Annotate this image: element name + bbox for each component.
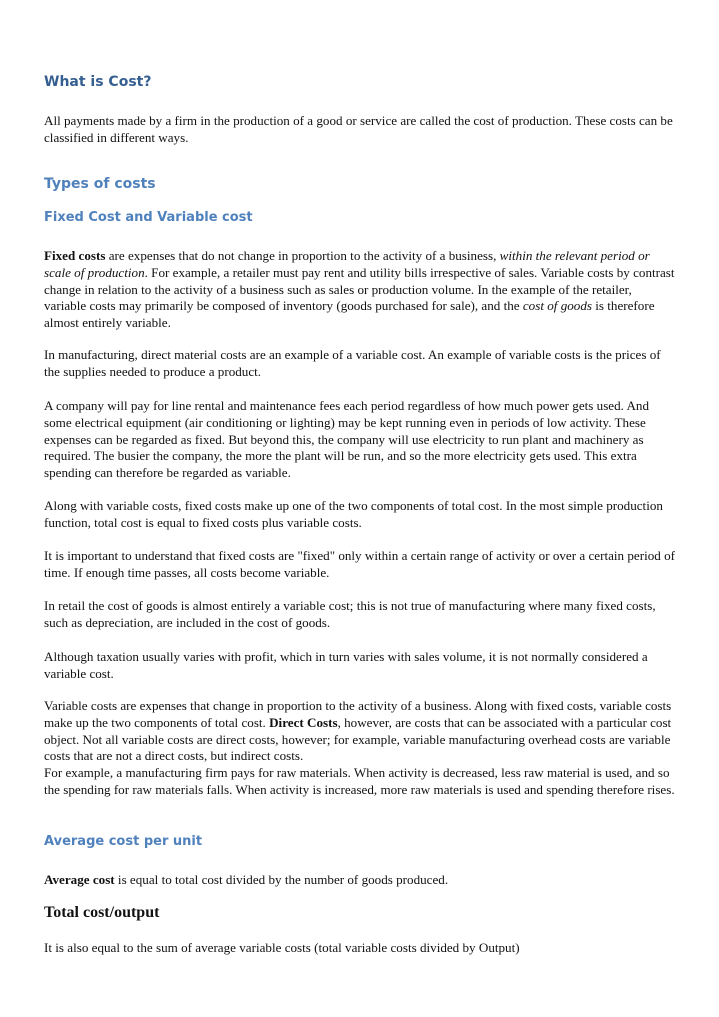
heading-average-cost-per-unit: Average cost per unit bbox=[44, 834, 203, 849]
term-fixed-costs: Fixed costs bbox=[44, 248, 106, 263]
heading-types-of-costs: Types of costs bbox=[44, 176, 156, 192]
paragraph-average-variable-costs: It is also equal to the sum of average variable costs (total variable costs divided by Output) bbox=[44, 940, 520, 955]
paragraph-fixed-costs: Fixed costs are expenses that do not change in proportion to the activity of a business, within the relevant period or scale of production. For example, a retailer must pay rent and utility bills irrespective of sales. Variable costs by contrast change in relation to the activity of a business such as sales or production volume. In the example of the retailer, variable costs may primarily be composed of inventory (goods purchased for sale), and the cost of goods is therefore almost entirely variable. bbox=[44, 248, 675, 331]
paragraph-retail: In retail the cost of goods is almost entirely a variable cost; this is not true of manufacturing where many fixed costs, such as depreciation, are included in the cost of goods. bbox=[44, 598, 656, 630]
paragraph-electricity-example: A company will pay for line rental and maintenance fees each period regardless of how much power gets used. And some electrical equipment (air conditioning or lighting) may be kept running even in periods of low activity. These expenses can be regarded as fixed. But beyond this, the company will use electricity to run plant and machinery as required. The busier the company, the more the plant will be run, and so the more electricity gets used. This extra spending can therefore be regarded as variable. bbox=[44, 398, 650, 481]
paragraph-fixed-range: It is important to understand that fixed costs are "fixed" only within a certain range of activity or over a certain period of time. If enough time passes, all costs become variable. bbox=[44, 548, 675, 580]
heading-total-cost-output: Total cost/output bbox=[44, 904, 160, 921]
term-direct-costs: Direct Costs bbox=[269, 714, 338, 730]
term-average-cost: Average cost bbox=[44, 872, 115, 887]
heading-fixed-variable-cost: Fixed Cost and Variable cost bbox=[44, 210, 253, 225]
paragraph-taxation: Although taxation usually varies with profit, which in turn varies with sales volume, it is not normally considered a variable cost. bbox=[44, 649, 648, 681]
paragraph-average-cost: Average cost is equal to total cost divided by the number of goods produced. bbox=[44, 872, 449, 887]
heading-what-is-cost: What is Cost? bbox=[44, 74, 152, 90]
paragraph-total-cost: Along with variable costs, fixed costs make up one of the two components of total cost. In the most simple production function, total cost is equal to fixed costs plus variable costs. bbox=[44, 498, 663, 530]
paragraph-variable-direct-costs: Variable costs are expenses that change in proportion to the activity of a business. Along with fixed costs, variable costs make up the two components of total cost. Direct Costs, however, are costs that can be associated with a particular cost object. Not all variable costs are direct costs, however; for example, variable manufacturing overhead costs are variable costs that are not a direct costs, but indirect costs. For example, a manufacturing firm pays for raw materials. When activity is decreased, less raw material is used, and so the spending for raw materials falls. When activity is increased, more raw materials is used and spending therefore rises. bbox=[44, 698, 675, 797]
paragraph-manufacturing: In manufacturing, direct material costs are an example of a variable cost. An example of variable costs is the prices of the supplies needed to produce a product. bbox=[44, 347, 661, 379]
paragraph-cost-definition: All payments made by a firm in the production of a good or service are called the cost of production. These costs can be classified in different ways. bbox=[44, 113, 673, 145]
